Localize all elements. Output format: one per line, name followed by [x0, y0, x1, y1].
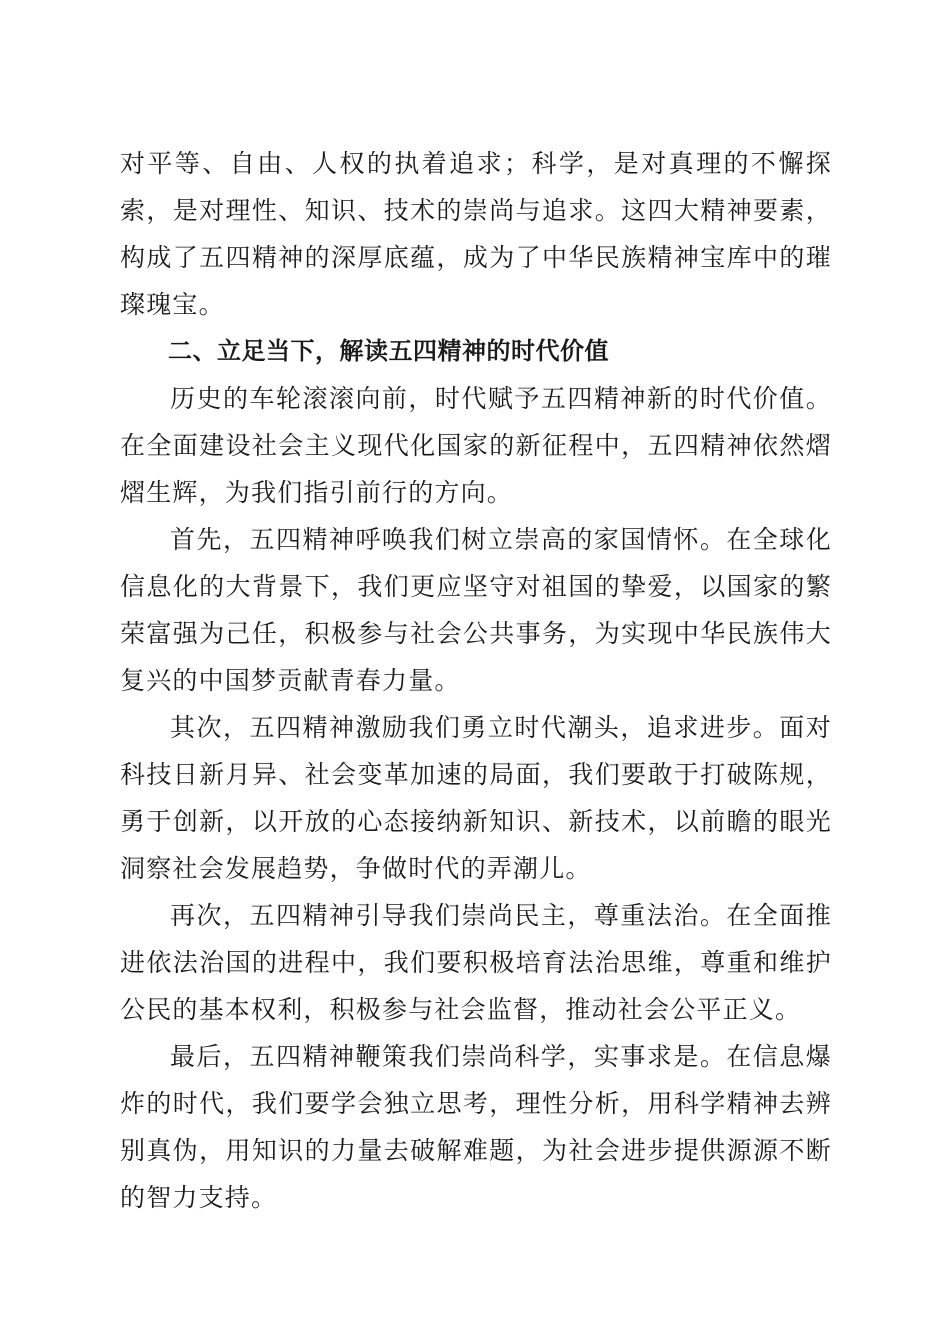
document-body — [120, 140, 832, 1221]
body-paragraph: 最后，五四精神鞭策我们崇尚科学，实事求是。在信息爆炸的时代，我们要学会独立思考，理性分析，用科学精神去辨别真伪，用知识的力量去破解难题，为社会进步提供源源不断的智力支持。 — [120, 1042, 832, 1212]
body-paragraph: 其次，五四精神激励我们勇立时代潮头，追求进步。面对科技日新月异、社会变革加速的局面，我们要敢于打破陈规，勇于创新，以开放的心态接纳新知识、新技术，以前瞻的眼光洞察社会发展趋势，争做时代的弄潮儿。 — [120, 713, 832, 883]
body-paragraph: 首先，五四精神呼唤我们树立崇高的家国情怀。在全球化信息化的大背景下，我们更应坚守对祖国的挚爱，以国家的繁荣富强为己任，积极参与社会公共事务，为实现中华民族伟大复兴的中国梦贡献青春力量。 — [120, 525, 832, 695]
section-heading: 二、立足当下，解读五四精神的时代价值 — [168, 337, 609, 365]
intro-paragraph: 对平等、自由、人权的执着追求；科学，是对真理的不懈探索，是对理性、知识、技术的崇尚与追求。这四大精神要素，构成了五四精神的深厚底蕴，成为了中华民族精神宝库中的璀璨瑰宝。 — [120, 149, 832, 319]
body-paragraph: 历史的车轮滚滚向前，时代赋予五四精神新的时代价值。在全面建设社会主义现代化国家的新征程中，五四精神依然熠熠生辉，为我们指引前行的方向。 — [120, 384, 832, 507]
body-paragraph: 再次，五四精神引导我们崇尚民主，尊重法治。在全面推进依法治国的进程中，我们要积极培育法治思维，尊重和维护公民的基本权利，积极参与社会监督，推动社会公平正义。 — [120, 901, 832, 1024]
